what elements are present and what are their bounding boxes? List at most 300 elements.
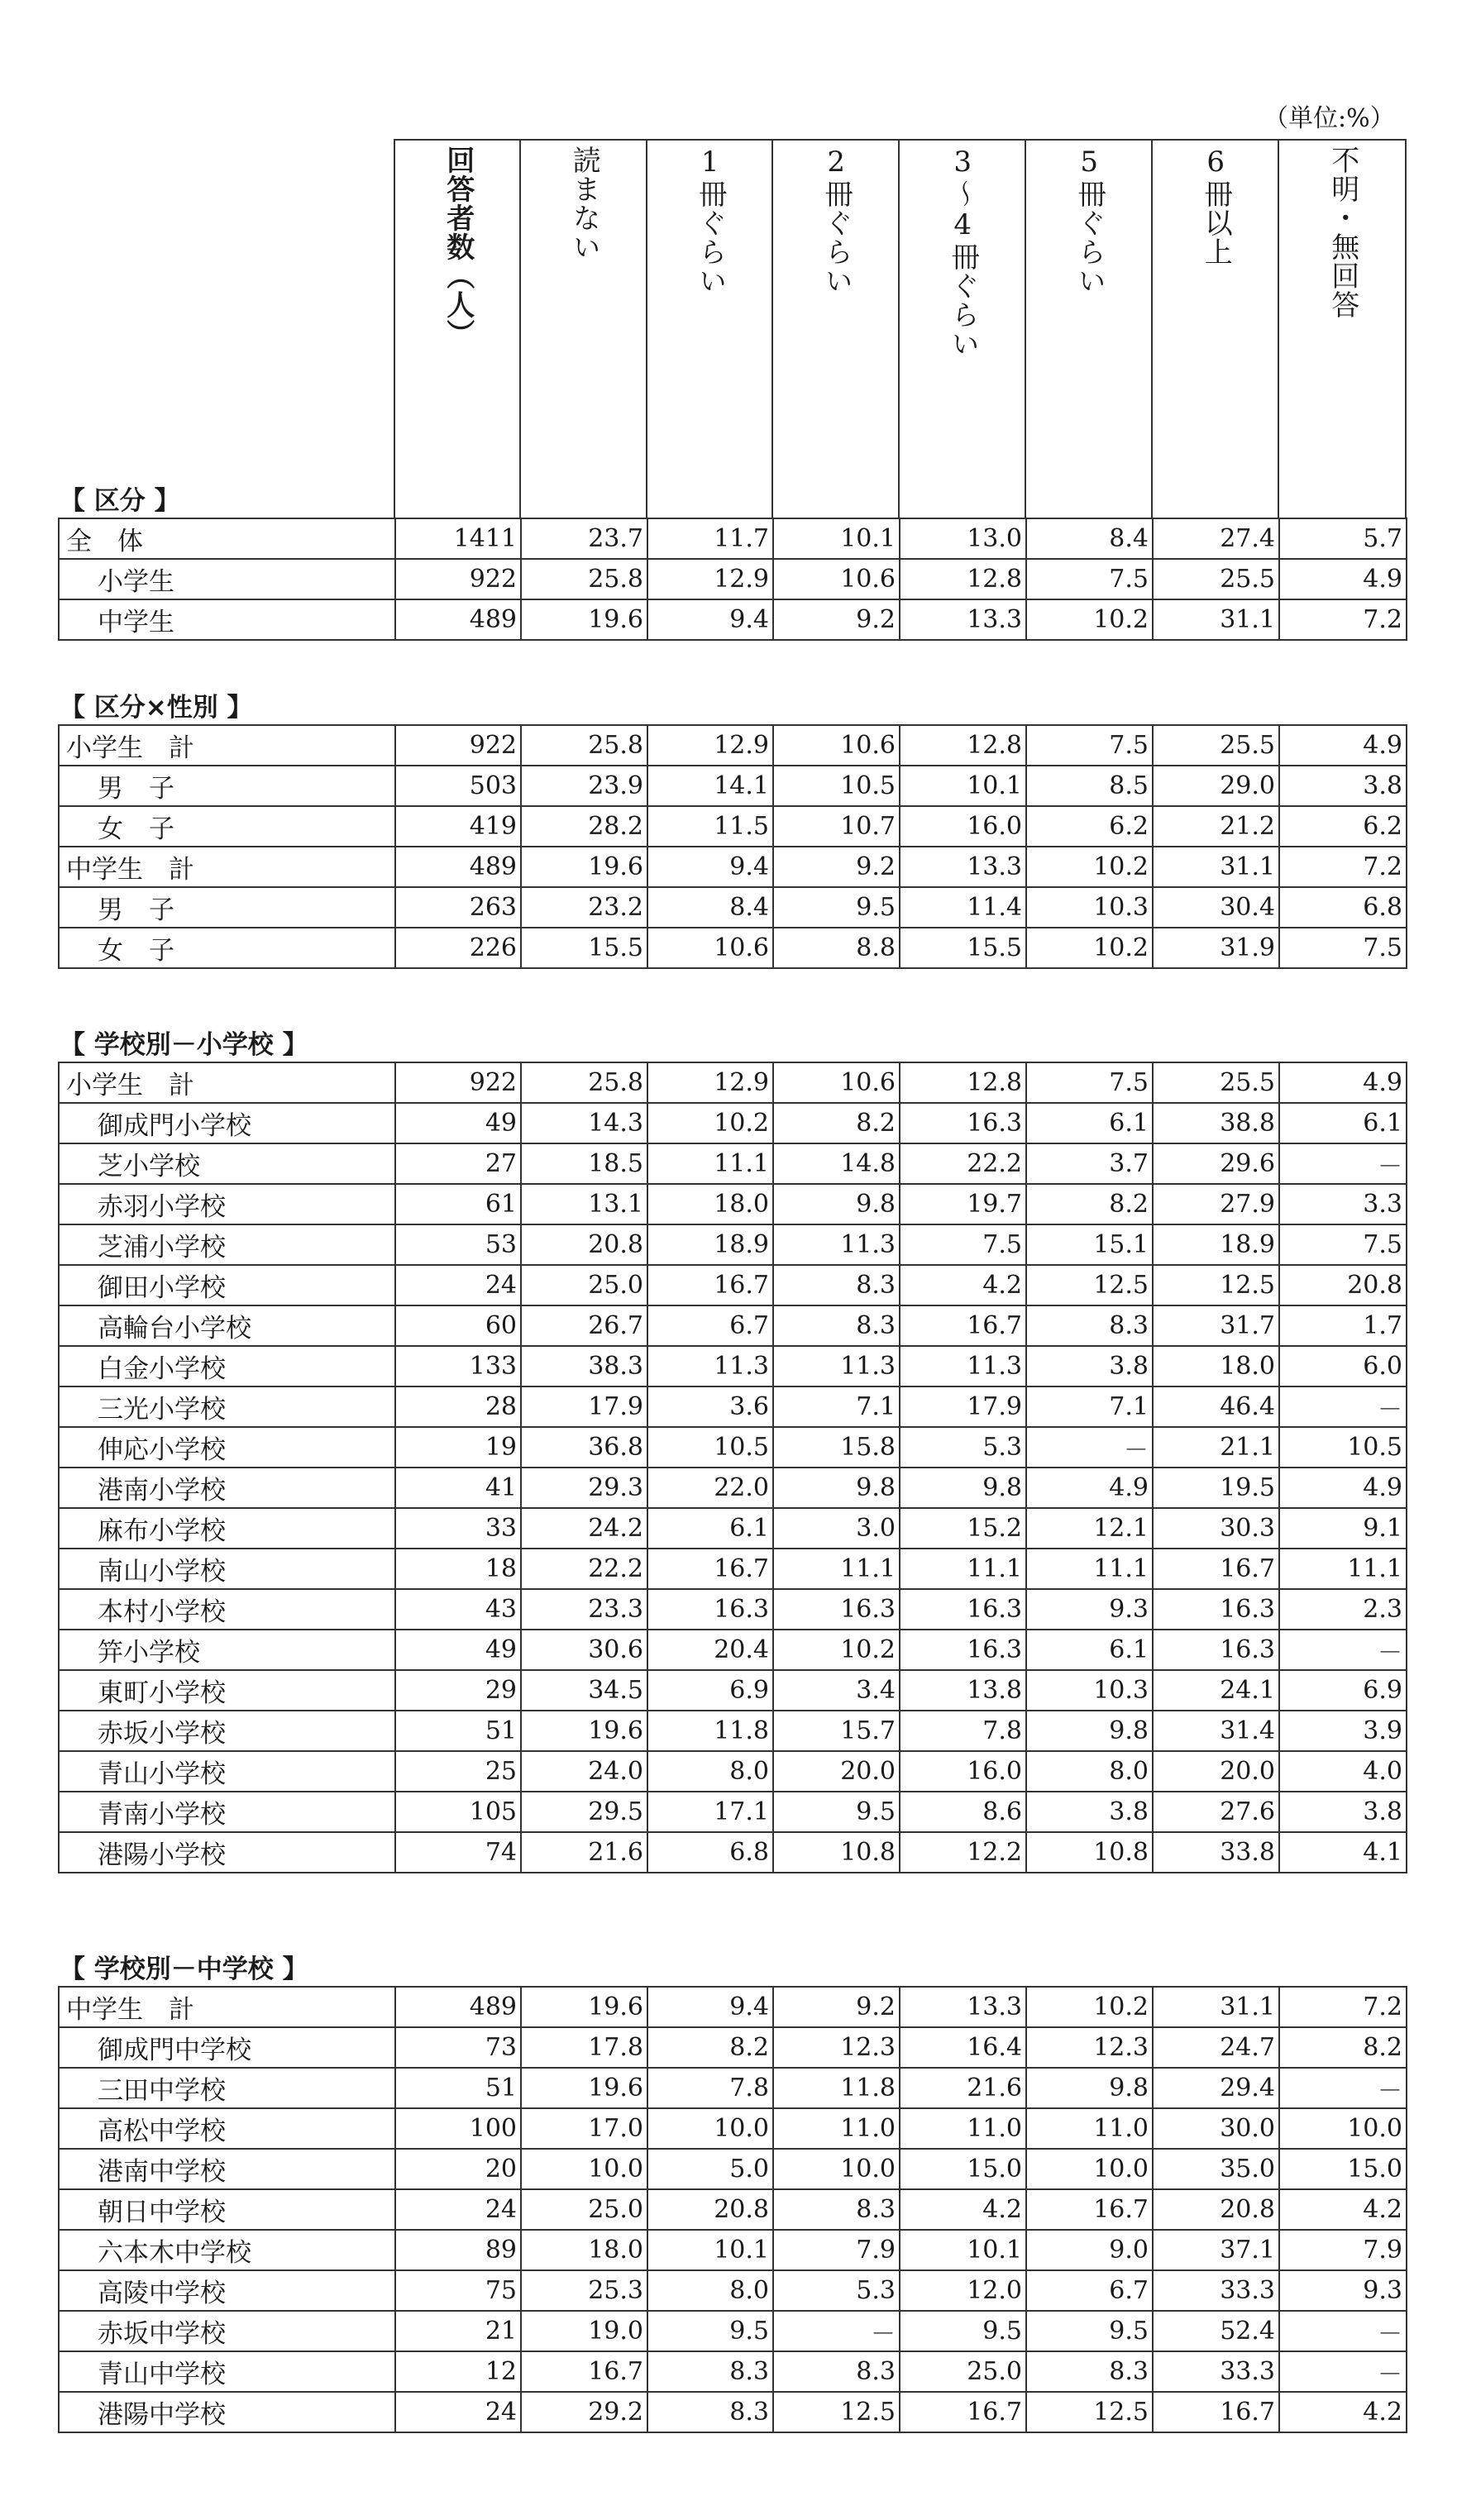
row-label: 小学生	[59, 559, 395, 599]
cell-none: 25.8	[521, 725, 647, 766]
cell-none: 24.2	[521, 1508, 647, 1549]
cell-respondents: 489	[395, 599, 521, 640]
cell-two: 16.3	[773, 1589, 900, 1630]
cell-one: 8.2	[647, 2027, 773, 2068]
cell-unknown: 6.9	[1279, 1670, 1407, 1711]
cell-one: 22.0	[647, 1468, 773, 1508]
row-label: 御成門中学校	[59, 2027, 395, 2068]
cell-one: 9.4	[647, 1987, 773, 2027]
cell-one: 12.9	[647, 1062, 773, 1103]
row-label: 中学生 計	[59, 847, 395, 887]
cell-respondents: 21	[395, 2311, 521, 2351]
cell-three-four: 13.8	[900, 1670, 1026, 1711]
cell-six-plus: 12.5	[1153, 1265, 1279, 1305]
table-row	[59, 1832, 1407, 1873]
row-label: 赤坂中学校	[59, 2311, 395, 2351]
cell-six-plus: 20.8	[1153, 2189, 1279, 2230]
table-row	[59, 928, 1407, 968]
table-row	[59, 887, 1407, 928]
table-row	[59, 1630, 1407, 1670]
cell-six-plus: 31.1	[1153, 599, 1279, 640]
table-row	[59, 1468, 1407, 1508]
cell-none: 13.1	[521, 1184, 647, 1224]
header-text: 回答者数（人）	[441, 146, 475, 348]
cell-two: 11.1	[773, 1549, 900, 1589]
cell-five: 9.0	[1026, 2230, 1153, 2270]
cell-five: 7.5	[1026, 1062, 1153, 1103]
cell-three-four: 5.3	[900, 1427, 1026, 1468]
cell-two: 8.8	[773, 928, 900, 968]
row-label: 青南小学校	[59, 1792, 395, 1832]
cell-respondents: 25	[395, 1751, 521, 1792]
table-row	[59, 1184, 1407, 1224]
cell-six-plus: 25.5	[1153, 559, 1279, 599]
section-table	[58, 518, 1407, 641]
cell-five: 7.5	[1026, 725, 1153, 766]
cell-five: 10.2	[1026, 847, 1153, 887]
row-label: 女 子	[59, 928, 395, 968]
cell-two: 9.5	[773, 887, 900, 928]
cell-none: 23.7	[521, 518, 647, 559]
cell-three-four: 11.1	[900, 1549, 1026, 1589]
cell-two: 20.0	[773, 1751, 900, 1792]
row-label: 三光小学校	[59, 1386, 395, 1427]
cell-none: 24.0	[521, 1751, 647, 1792]
cell-unknown: 2.3	[1279, 1589, 1407, 1630]
table-row	[59, 2108, 1407, 2149]
row-label: 小学生 計	[59, 725, 395, 766]
cell-five: 8.4	[1026, 518, 1153, 559]
cell-five: 8.0	[1026, 1751, 1153, 1792]
cell-six-plus: 25.5	[1153, 725, 1279, 766]
header-none	[520, 140, 647, 518]
cell-none: 38.3	[521, 1346, 647, 1386]
row-label: 芝浦小学校	[59, 1224, 395, 1265]
cell-three-four: 7.5	[900, 1224, 1026, 1265]
cell-unknown: 9.3	[1279, 2270, 1407, 2311]
table-row	[59, 1062, 1407, 1103]
cell-three-four: 16.3	[900, 1630, 1026, 1670]
cell-six-plus: 33.3	[1153, 2270, 1279, 2311]
cell-none: 17.9	[521, 1386, 647, 1427]
cell-unknown: －	[1279, 2311, 1407, 2351]
cell-respondents: 41	[395, 1468, 521, 1508]
row-label: 高松中学校	[59, 2108, 395, 2149]
cell-five: 6.1	[1026, 1630, 1153, 1670]
table-row	[59, 1589, 1407, 1630]
row-label: 高陵中学校	[59, 2270, 395, 2311]
cell-respondents: 51	[395, 2068, 521, 2108]
table-row	[59, 2351, 1407, 2392]
cell-two: 9.8	[773, 1468, 900, 1508]
cell-three-four: 25.0	[900, 2351, 1026, 2392]
cell-unknown: －	[1279, 2351, 1407, 2392]
row-label: 東町小学校	[59, 1670, 395, 1711]
cell-one: 9.5	[647, 2311, 773, 2351]
cell-six-plus: 29.4	[1153, 2068, 1279, 2108]
cell-unknown: 1.7	[1279, 1305, 1407, 1346]
table-row	[59, 2149, 1407, 2189]
cell-none: 29.5	[521, 1792, 647, 1832]
row-label: 高輪台小学校	[59, 1305, 395, 1346]
cell-five: 12.3	[1026, 2027, 1153, 2068]
row-label: 南山小学校	[59, 1549, 395, 1589]
cell-two: 12.5	[773, 2392, 900, 2432]
cell-respondents: 29	[395, 1670, 521, 1711]
row-label: 中学生	[59, 599, 395, 640]
cell-none: 34.5	[521, 1670, 647, 1711]
cell-one: 5.0	[647, 2149, 773, 2189]
cell-three-four: 7.8	[900, 1711, 1026, 1751]
cell-none: 17.0	[521, 2108, 647, 2149]
row-label: 赤坂小学校	[59, 1711, 395, 1751]
cell-five: 9.3	[1026, 1589, 1153, 1630]
cell-unknown: 4.9	[1279, 1062, 1407, 1103]
cell-six-plus: 31.1	[1153, 847, 1279, 887]
row-label: 港陽中学校	[59, 2392, 395, 2432]
cell-unknown: 7.2	[1279, 599, 1407, 640]
cell-one: 10.0	[647, 2108, 773, 2149]
cell-none: 23.3	[521, 1589, 647, 1630]
cell-two: 10.2	[773, 1630, 900, 1670]
cell-one: 10.5	[647, 1427, 773, 1468]
cell-five: 10.0	[1026, 2149, 1153, 2189]
cell-three-four: 13.3	[900, 847, 1026, 887]
cell-six-plus: 16.7	[1153, 1549, 1279, 1589]
cell-respondents: 60	[395, 1305, 521, 1346]
table-row	[59, 1751, 1407, 1792]
row-label: 六本木中学校	[59, 2230, 395, 2270]
cell-six-plus: 33.8	[1153, 1832, 1279, 1873]
cell-two: 10.8	[773, 1832, 900, 1873]
cell-two: 5.3	[773, 2270, 900, 2311]
cell-none: 20.8	[521, 1224, 647, 1265]
table-row	[59, 1670, 1407, 1711]
cell-respondents: 100	[395, 2108, 521, 2149]
cell-one: 18.0	[647, 1184, 773, 1224]
cell-unknown: 4.9	[1279, 725, 1407, 766]
cell-unknown: 4.0	[1279, 1751, 1407, 1792]
cell-six-plus: 16.7	[1153, 2392, 1279, 2432]
cell-none: 22.2	[521, 1549, 647, 1589]
cell-three-four: 16.0	[900, 1751, 1026, 1792]
row-label: 芝小学校	[59, 1143, 395, 1184]
cell-five: 3.7	[1026, 1143, 1153, 1184]
cell-one: 3.6	[647, 1386, 773, 1427]
cell-none: 19.6	[521, 1987, 647, 2027]
cell-two: 12.3	[773, 2027, 900, 2068]
cell-unknown: 4.2	[1279, 2189, 1407, 2230]
cell-unknown: 6.8	[1279, 887, 1407, 928]
cell-one: 6.9	[647, 1670, 773, 1711]
cell-respondents: 105	[395, 1792, 521, 1832]
cell-one: 10.2	[647, 1103, 773, 1143]
cell-one: 16.7	[647, 1265, 773, 1305]
cell-six-plus: 16.3	[1153, 1630, 1279, 1670]
cell-respondents: 489	[395, 1987, 521, 2027]
cell-unknown: 4.9	[1279, 1468, 1407, 1508]
cell-six-plus: 19.5	[1153, 1468, 1279, 1508]
cell-one: 9.4	[647, 599, 773, 640]
cell-one: 11.5	[647, 806, 773, 847]
cell-six-plus: 27.6	[1153, 1792, 1279, 1832]
cell-unknown: －	[1279, 1143, 1407, 1184]
table-row	[59, 518, 1407, 559]
row-label: 青山小学校	[59, 1751, 395, 1792]
cell-respondents: 19	[395, 1427, 521, 1468]
cell-respondents: 226	[395, 928, 521, 968]
cell-six-plus: 29.6	[1153, 1143, 1279, 1184]
row-label: 男 子	[59, 766, 395, 806]
cell-unknown: 4.1	[1279, 1832, 1407, 1873]
row-label: 全 体	[59, 518, 395, 559]
cell-six-plus: 46.4	[1153, 1386, 1279, 1427]
cell-none: 19.6	[521, 599, 647, 640]
cell-three-four: 11.0	[900, 2108, 1026, 2149]
table-row	[59, 2392, 1407, 2432]
cell-five: －	[1026, 1427, 1153, 1468]
header-text: 1冊ぐらい	[693, 146, 727, 295]
table-row	[59, 559, 1407, 599]
section-title: 【 区分×性別 】	[60, 693, 253, 723]
cell-five: 15.1	[1026, 1224, 1153, 1265]
table-row	[59, 1386, 1407, 1427]
table-row	[59, 1508, 1407, 1549]
cell-two: 7.1	[773, 1386, 900, 1427]
cell-five: 4.9	[1026, 1468, 1153, 1508]
header-text: 5冊ぐらい	[1072, 146, 1106, 295]
cell-two: 8.3	[773, 1305, 900, 1346]
cell-none: 21.6	[521, 1832, 647, 1873]
cell-two: 8.3	[773, 2189, 900, 2230]
cell-six-plus: 31.4	[1153, 1711, 1279, 1751]
cell-unknown: 20.8	[1279, 1265, 1407, 1305]
cell-five: 10.2	[1026, 599, 1153, 640]
cell-six-plus: 30.0	[1153, 2108, 1279, 2149]
header-respondents	[394, 140, 520, 518]
cell-five: 3.8	[1026, 1346, 1153, 1386]
cell-two: 3.0	[773, 1508, 900, 1549]
cell-five: 10.3	[1026, 1670, 1153, 1711]
row-label: 女 子	[59, 806, 395, 847]
cell-six-plus: 30.4	[1153, 887, 1279, 928]
cell-six-plus: 18.0	[1153, 1346, 1279, 1386]
row-label: 中学生 計	[59, 1987, 395, 2027]
table-row	[59, 1224, 1407, 1265]
cell-respondents: 922	[395, 1062, 521, 1103]
cell-three-four: 8.6	[900, 1792, 1026, 1832]
row-label: 三田中学校	[59, 2068, 395, 2108]
cell-respondents: 74	[395, 1832, 521, 1873]
cell-unknown: 7.5	[1279, 1224, 1407, 1265]
table-row	[59, 2189, 1407, 2230]
cell-six-plus: 27.9	[1153, 1184, 1279, 1224]
cell-none: 25.8	[521, 559, 647, 599]
cell-respondents: 61	[395, 1184, 521, 1224]
cell-none: 25.0	[521, 2189, 647, 2230]
cell-three-four: 12.8	[900, 725, 1026, 766]
cell-two: 8.3	[773, 1265, 900, 1305]
table-row	[59, 1711, 1407, 1751]
cell-three-four: 15.2	[900, 1508, 1026, 1549]
cell-two: 9.8	[773, 1184, 900, 1224]
cell-unknown: 4.2	[1279, 2392, 1407, 2432]
row-label: 本村小学校	[59, 1589, 395, 1630]
section-table	[58, 1986, 1407, 2433]
cell-three-four: 11.4	[900, 887, 1026, 928]
cell-three-four: 10.1	[900, 2230, 1026, 2270]
cell-unknown: －	[1279, 2068, 1407, 2108]
cell-two: 8.2	[773, 1103, 900, 1143]
cell-none: 19.6	[521, 1711, 647, 1751]
cell-two: 15.8	[773, 1427, 900, 1468]
cell-six-plus: 25.5	[1153, 1062, 1279, 1103]
cell-five: 6.7	[1026, 2270, 1153, 2311]
cell-respondents: 33	[395, 1508, 521, 1549]
cell-five: 8.5	[1026, 766, 1153, 806]
cell-six-plus: 16.3	[1153, 1589, 1279, 1630]
table-row	[59, 2230, 1407, 2270]
cell-unknown: 3.3	[1279, 1184, 1407, 1224]
cell-three-four: 12.0	[900, 2270, 1026, 2311]
cell-respondents: 49	[395, 1630, 521, 1670]
cell-none: 36.8	[521, 1427, 647, 1468]
cell-none: 25.3	[521, 2270, 647, 2311]
cell-respondents: 20	[395, 2149, 521, 2189]
cell-none: 19.6	[521, 2068, 647, 2108]
cell-one: 6.1	[647, 1508, 773, 1549]
cell-unknown: 3.8	[1279, 1792, 1407, 1832]
table-row	[59, 1792, 1407, 1832]
row-label: 笄小学校	[59, 1630, 395, 1670]
cell-one: 12.9	[647, 725, 773, 766]
row-label: 御成門小学校	[59, 1103, 395, 1143]
table-row	[59, 806, 1407, 847]
cell-one: 10.1	[647, 2230, 773, 2270]
cell-two: 10.5	[773, 766, 900, 806]
cell-six-plus: 31.1	[1153, 1987, 1279, 2027]
cell-none: 28.2	[521, 806, 647, 847]
cell-none: 16.7	[521, 2351, 647, 2392]
cell-none: 14.3	[521, 1103, 647, 1143]
row-label: 白金小学校	[59, 1346, 395, 1386]
table-row	[59, 2270, 1407, 2311]
cell-respondents: 28	[395, 1386, 521, 1427]
cell-six-plus: 31.9	[1153, 928, 1279, 968]
cell-respondents: 27	[395, 1143, 521, 1184]
cell-five: 8.3	[1026, 1305, 1153, 1346]
cell-respondents: 922	[395, 725, 521, 766]
cell-three-four: 9.8	[900, 1468, 1026, 1508]
cell-six-plus: 29.0	[1153, 766, 1279, 806]
cell-two: 3.4	[773, 1670, 900, 1711]
header-text: 読まない	[567, 146, 601, 261]
cell-two: 9.2	[773, 1987, 900, 2027]
cell-none: 25.8	[521, 1062, 647, 1103]
cell-one: 16.7	[647, 1549, 773, 1589]
cell-five: 8.3	[1026, 2351, 1153, 2392]
cell-three-four: 16.7	[900, 2392, 1026, 2432]
cell-two: 11.3	[773, 1224, 900, 1265]
cell-respondents: 73	[395, 2027, 521, 2068]
cell-three-four: 17.9	[900, 1386, 1026, 1427]
header-six-plus	[1152, 140, 1278, 518]
section-title: 【 学校別－小学校 】	[60, 1030, 308, 1060]
cell-five: 3.8	[1026, 1792, 1153, 1832]
table-row	[59, 1265, 1407, 1305]
cell-unknown: 10.0	[1279, 2108, 1407, 2149]
cell-one: 18.9	[647, 1224, 773, 1265]
cell-five: 7.5	[1026, 559, 1153, 599]
cell-respondents: 53	[395, 1224, 521, 1265]
cell-two: 8.3	[773, 2351, 900, 2392]
cell-respondents: 12	[395, 2351, 521, 2392]
cell-two: 9.5	[773, 1792, 900, 1832]
cell-five: 10.8	[1026, 1832, 1153, 1873]
row-label: 港陽小学校	[59, 1832, 395, 1873]
table-row	[59, 766, 1407, 806]
cell-three-four: 12.8	[900, 559, 1026, 599]
header-text: 不明・無回答	[1326, 146, 1359, 319]
cell-unknown: －	[1279, 1630, 1407, 1670]
header-five	[1025, 140, 1152, 518]
cell-respondents: 43	[395, 1589, 521, 1630]
row-label: 伸応小学校	[59, 1427, 395, 1468]
cell-unknown: 6.2	[1279, 806, 1407, 847]
header-unknown	[1278, 140, 1406, 518]
cell-three-four: 16.3	[900, 1589, 1026, 1630]
cell-one: 11.3	[647, 1346, 773, 1386]
cell-five: 6.1	[1026, 1103, 1153, 1143]
header-text: 6冊以上	[1199, 146, 1233, 266]
cell-one: 11.7	[647, 518, 773, 559]
cell-five: 8.2	[1026, 1184, 1153, 1224]
cell-two: 11.3	[773, 1346, 900, 1386]
table-row	[59, 847, 1407, 887]
cell-unknown: 6.1	[1279, 1103, 1407, 1143]
table-row	[59, 1987, 1407, 2027]
unit-label: （単位:%）	[1264, 104, 1395, 133]
cell-respondents: 922	[395, 559, 521, 599]
table-row	[59, 725, 1407, 766]
cell-two: 10.6	[773, 559, 900, 599]
cell-five: 10.3	[1026, 887, 1153, 928]
cell-five: 6.2	[1026, 806, 1153, 847]
cell-none: 23.9	[521, 766, 647, 806]
cell-two: 7.9	[773, 2230, 900, 2270]
cell-six-plus: 24.1	[1153, 1670, 1279, 1711]
cell-six-plus: 18.9	[1153, 1224, 1279, 1265]
table-row	[59, 1549, 1407, 1589]
cell-six-plus: 21.1	[1153, 1427, 1279, 1468]
cell-three-four: 12.2	[900, 1832, 1026, 1873]
cell-unknown: 3.9	[1279, 1711, 1407, 1751]
cell-respondents: 51	[395, 1711, 521, 1751]
cell-unknown: 4.9	[1279, 559, 1407, 599]
cell-none: 19.0	[521, 2311, 647, 2351]
cell-respondents: 24	[395, 1265, 521, 1305]
cell-unknown: 7.5	[1279, 928, 1407, 968]
cell-six-plus: 35.0	[1153, 2149, 1279, 2189]
cell-respondents: 263	[395, 887, 521, 928]
cell-one: 14.1	[647, 766, 773, 806]
cell-five: 11.1	[1026, 1549, 1153, 1589]
cell-five: 10.2	[1026, 1987, 1153, 2027]
cell-unknown: 5.7	[1279, 518, 1407, 559]
cell-respondents: 133	[395, 1346, 521, 1386]
cell-one: 11.1	[647, 1143, 773, 1184]
cell-respondents: 18	[395, 1549, 521, 1589]
